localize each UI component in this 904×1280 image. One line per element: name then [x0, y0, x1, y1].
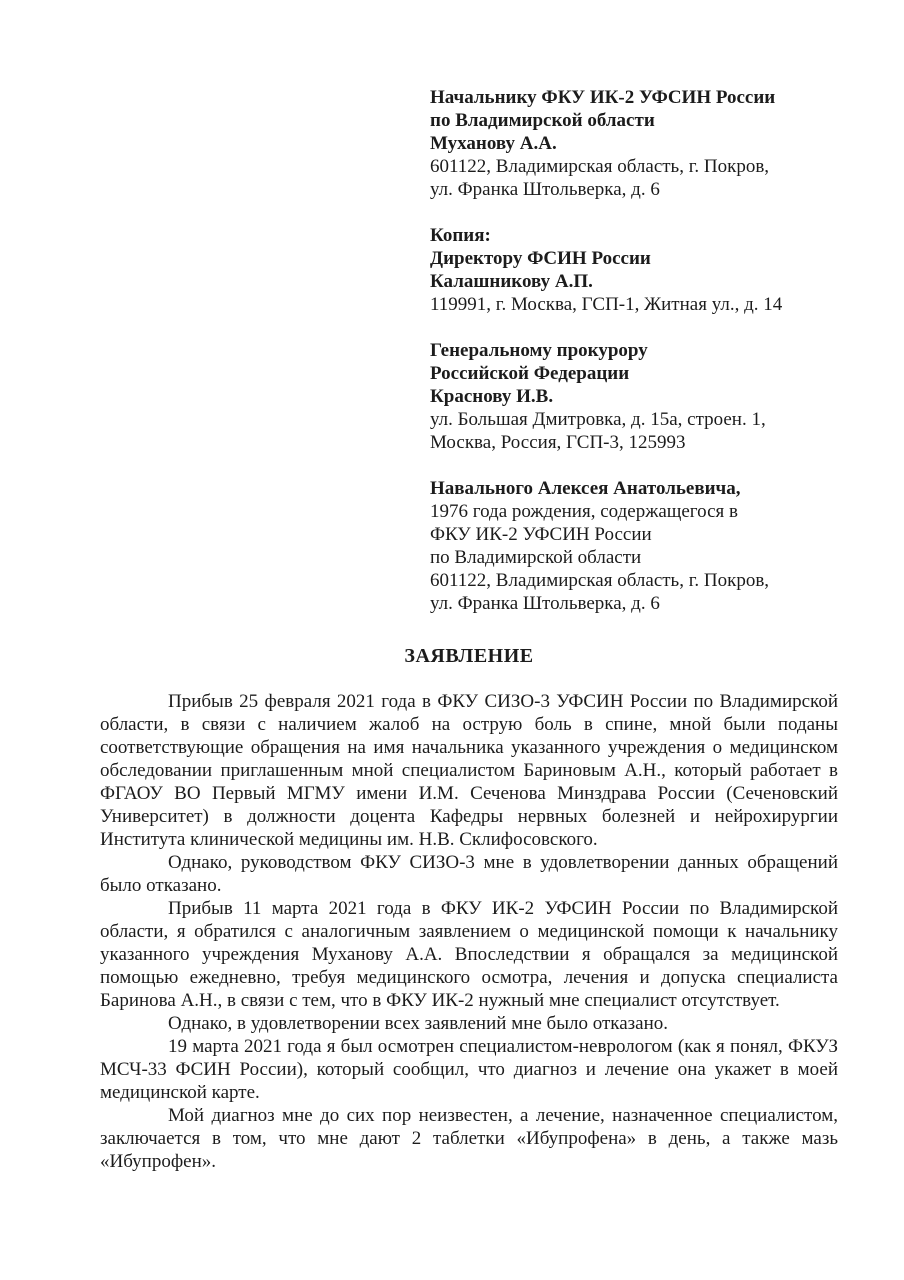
sender-block-applicant [430, 477, 838, 615]
document-body [100, 690, 838, 1173]
document-title: ЗАЯВЛЕНИЕ [404, 645, 534, 667]
recipient-block-warden [430, 86, 838, 201]
body-paragraph: Прибыв 25 февраля 2021 года в ФКУ СИЗО-3 УФСИН России по Владимирской области, в связи с наличием жалоб на острую боль в спине, мной были поданы соответствующие обращения на имя начальника указанного учреждения о медицинском обследовании приглашенным мной специалистом Бариновым А.Н., который работает в ФГАОУ ВО Первый МГМУ имени И.М. Сеченова Минздрава России (Сеченовский Университет) в должности доцента Кафедры нервных болезней и нейрохирургии Института клинической медицины им. Н.В. Склифосовского. [100, 691, 838, 850]
sender-detail-line: ФКУ ИК-2 УФСИН России [430, 524, 652, 545]
body-paragraph: Однако, руководством ФКУ СИЗО-3 мне в удовлетворении данных обращений было отказано. [100, 852, 838, 896]
recipient-address-line: 601122, Владимирская область, г. Покров, [430, 156, 770, 177]
recipient-block-fsin-director [430, 224, 838, 316]
recipient-name-line: Муханову А.А. [430, 133, 557, 154]
body-paragraph: 19 марта 2021 года я был осмотрен специалистом-неврологом (как я понял, ФКУЗ МСЧ-33 ФСИН России), который сообщил, что диагноз и лечение она укажет в моей медицинской карте. [100, 1036, 838, 1103]
recipient-name-line: Калашникову А.П. [430, 271, 593, 292]
body-paragraph: Мой диагноз мне до сих пор неизвестен, а лечение, назначенное специалистом, заключается в том, что мне дают 2 таблетки «Ибупрофена» в день, а также мазь «Ибупрофен». [100, 1105, 838, 1172]
body-paragraph: Однако, в удовлетворении всех заявлений мне было отказано. [168, 1013, 669, 1034]
recipient-title-line: Директору ФСИН России [430, 248, 651, 269]
sender-detail-line: 1976 года рождения, содержащегося в [430, 501, 738, 522]
body-paragraph: Прибыв 11 марта 2021 года в ФКУ ИК-2 УФСИН России по Владимирской области, я обратился с аналогичным заявлением о медицинской помощи к начальнику указанного учреждения Муханову А.А. Впоследствии я обращался за медицинской помощью ежедневно, требуя медицинского осмотра, лечения и допуска специалиста Баринова А.Н., в связи с тем, что в ФКУ ИК-2 нужный мне специалист отсутствует. [100, 898, 838, 1011]
sender-address-line: 601122, Владимирская область, г. Покров, [430, 570, 770, 591]
recipient-block-prosecutor-general [430, 339, 838, 454]
recipient-address-line: Москва, Россия, ГСП-3, 125993 [430, 432, 686, 453]
recipient-title-line: Генеральному прокурору [430, 340, 648, 361]
sender-detail-line: по Владимирской области [430, 547, 642, 568]
recipient-title-line: Начальнику ФКУ ИК-2 УФСИН России [430, 87, 776, 108]
recipient-title-line: Российской Федерации [430, 363, 630, 384]
copy-label: Копия: [430, 225, 491, 246]
recipient-address-line: 119991, г. Москва, ГСП-1, Житная ул., д. 14 [430, 294, 783, 315]
recipient-title-line: по Владимирской области [430, 110, 655, 131]
recipient-address-line: ул. Большая Дмитровка, д. 15а, строен. 1, [430, 409, 766, 430]
recipient-name-line: Краснову И.В. [430, 386, 554, 407]
recipient-address-line: ул. Франка Штольверка, д. 6 [430, 179, 660, 200]
recipient-address-blocks [430, 86, 838, 615]
sender-name-line: Навального Алексея Анатольевича, [430, 478, 741, 499]
sender-address-line: ул. Франка Штольверка, д. 6 [430, 593, 660, 614]
